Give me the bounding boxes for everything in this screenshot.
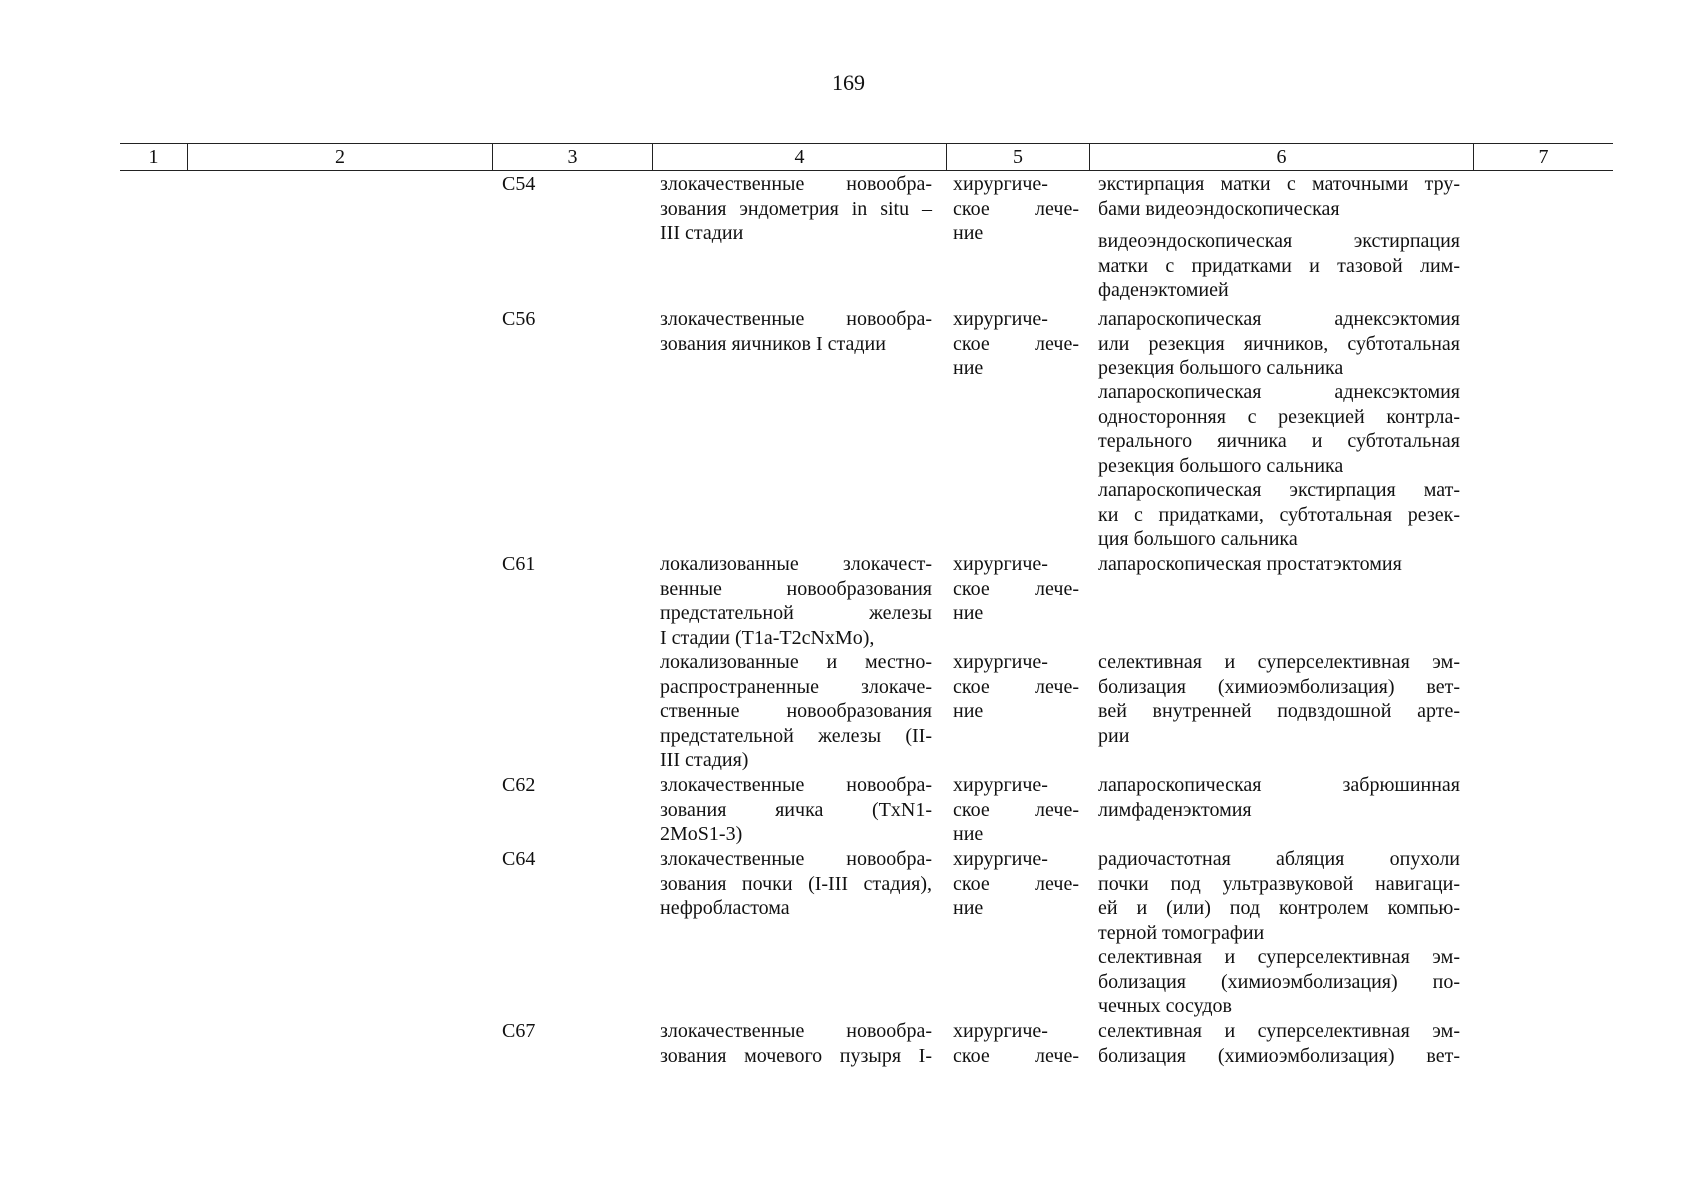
row-treatment [953, 847, 1079, 921]
method-line: лапароскопическая аднексэктомия [1098, 381, 1460, 403]
row-method [1098, 945, 1460, 1019]
method-line: ей и (или) под контролем компью- [1098, 897, 1460, 919]
treatment-line: хирургиче- [953, 173, 1048, 195]
diagnosis-line: зования мочевого пузыря I- [660, 1044, 932, 1067]
method-line: радиочастотная абляция опухоли [1098, 848, 1460, 870]
row-code: C61 [502, 553, 536, 575]
row-method [1098, 172, 1460, 221]
header-col-5: 5 [946, 144, 1089, 170]
method-line: ция большого сальника [1098, 528, 1298, 550]
row-treatment [953, 172, 1079, 246]
method-line: терной томографии [1098, 921, 1265, 944]
diagnosis-line: I стадии (T1a-T2cNxMo), [660, 626, 875, 649]
diagnosis-line: распространенные злокаче- [660, 675, 932, 698]
row-treatment [953, 650, 1079, 724]
method-line: рии [1098, 724, 1130, 747]
row-diagnosis [660, 773, 932, 847]
treatment-line: ние [953, 602, 984, 624]
treatment-line: ское лече- [953, 577, 1079, 600]
diagnosis-line: ственные новообразования [660, 700, 932, 722]
diagnosis-line: зования яичка (TxN1- [660, 798, 932, 821]
method-line: селективная и суперселективная эм- [1098, 946, 1460, 968]
diagnosis-line: 2MoS1-3) [660, 823, 743, 845]
method-line: резекция большого сальника [1098, 454, 1344, 477]
row-code: C56 [502, 308, 536, 330]
row-treatment [953, 773, 1079, 847]
diagnosis-line: злокачественные новообра- [660, 308, 932, 330]
row-diagnosis [660, 847, 932, 921]
header-col-2: 2 [187, 144, 492, 170]
method-line: лапароскопическая простатэктомия [1098, 553, 1402, 575]
method-line: лимфаденэктомия [1098, 798, 1252, 821]
row-method [1098, 1019, 1460, 1068]
treatment-line: хирургиче- [953, 553, 1048, 575]
row-treatment [953, 1019, 1079, 1068]
row-code: C62 [502, 774, 536, 796]
table-header [120, 143, 1613, 171]
method-line: лапароскопическая экстирпация мат- [1098, 479, 1460, 501]
row-diagnosis [660, 1019, 932, 1068]
row-treatment [953, 552, 1079, 626]
row-diagnosis [660, 650, 932, 773]
diagnosis-line: III стадии [660, 222, 744, 244]
diagnosis-line: злокачественные новообра- [660, 1020, 932, 1042]
row-diagnosis [660, 552, 932, 650]
method-line: селективная и суперселективная эм- [1098, 1020, 1460, 1042]
treatment-line: ние [953, 357, 984, 379]
method-line: резекция большого сальника [1098, 357, 1344, 379]
row-method [1098, 307, 1460, 381]
method-line: видеоэндоскопическая экстирпация [1098, 230, 1460, 252]
treatment-line: ское лече- [953, 197, 1079, 220]
method-line: ки с придатками, субтотальная резек- [1098, 503, 1460, 526]
diagnosis-line: злокачественные новообра- [660, 173, 932, 195]
treatment-line: ское лече- [953, 332, 1079, 355]
header-col-6: 6 [1089, 144, 1473, 170]
row-method [1098, 847, 1460, 945]
diagnosis-line: злокачественные новообра- [660, 774, 932, 796]
method-line: чечных сосудов [1098, 995, 1232, 1017]
header-col-3: 3 [492, 144, 652, 170]
row-method [1098, 229, 1460, 303]
header-col-1: 1 [148, 146, 159, 168]
row-code: C67 [502, 1020, 536, 1042]
treatment-line: ние [953, 823, 984, 845]
method-line: бами видеоэндоскопическая [1098, 197, 1340, 220]
diagnosis-line: венные новообразования [660, 577, 932, 600]
method-line: матки с придатками и тазовой лим- [1098, 254, 1460, 277]
treatment-line: ское лече- [953, 1044, 1079, 1067]
diagnosis-line: нефробластома [660, 897, 790, 919]
row-method [1098, 552, 1460, 577]
diagnosis-line: предстательной железы (II- [660, 724, 932, 747]
diagnosis-line: зования эндометрия in situ – [660, 197, 932, 220]
diagnosis-line: III стадия) [660, 749, 749, 771]
method-line: экстирпация матки с маточными тру- [1098, 173, 1460, 195]
treatment-line: хирургиче- [953, 651, 1048, 673]
method-line: болизация (химиоэмболизация) по- [1098, 970, 1460, 993]
row-method [1098, 650, 1460, 748]
treatment-line: хирургиче- [953, 774, 1048, 796]
diagnosis-line: злокачественные новообра- [660, 848, 932, 870]
treatment-line: хирургиче- [953, 308, 1048, 330]
method-line: лапароскопическая забрюшинная [1098, 774, 1460, 796]
row-diagnosis [660, 307, 932, 356]
treatment-line: ние [953, 897, 984, 919]
diagnosis-line: предстательной железы [660, 602, 932, 624]
treatment-line: хирургиче- [953, 848, 1048, 870]
row-method [1098, 380, 1460, 478]
method-line: селективная и суперселективная эм- [1098, 651, 1460, 673]
row-code: C64 [502, 848, 536, 870]
treatment-line: ние [953, 222, 984, 244]
treatment-line: хирургиче- [953, 1020, 1048, 1042]
diagnosis-line: зования почки (I-III стадия), [660, 872, 932, 895]
row-method [1098, 773, 1460, 822]
treatment-line: ское лече- [953, 675, 1079, 698]
row-code: C54 [502, 173, 536, 195]
row-method [1098, 478, 1460, 552]
treatment-line: ское лече- [953, 798, 1079, 821]
method-line: лапароскопическая аднексэктомия [1098, 308, 1460, 330]
treatment-line: ское лече- [953, 872, 1079, 895]
diagnosis-line: зования яичников I стадии [660, 332, 886, 355]
header-col-7: 7 [1473, 144, 1613, 170]
method-line: или резекция яичников, субтотальная [1098, 332, 1460, 355]
method-line: болизация (химиоэмболизация) вет- [1098, 675, 1460, 698]
diagnosis-line: локализованные злокачест- [660, 553, 932, 575]
diagnosis-line: локализованные и местно- [660, 651, 932, 673]
method-line: вей внутренней подвздошной арте- [1098, 700, 1460, 722]
page-number: 169 [832, 70, 865, 95]
treatment-line: ние [953, 700, 984, 722]
row-diagnosis [660, 172, 932, 246]
method-line: болизация (химиоэмболизация) вет- [1098, 1044, 1460, 1067]
header-col-4: 4 [652, 144, 946, 170]
method-line: односторонняя с резекцией контрла- [1098, 405, 1460, 428]
row-treatment [953, 307, 1079, 381]
method-line: фаденэктомией [1098, 279, 1229, 301]
method-line: терального яичника и субтотальная [1098, 430, 1460, 452]
method-line: почки под ультразвуковой навигаци- [1098, 872, 1460, 895]
